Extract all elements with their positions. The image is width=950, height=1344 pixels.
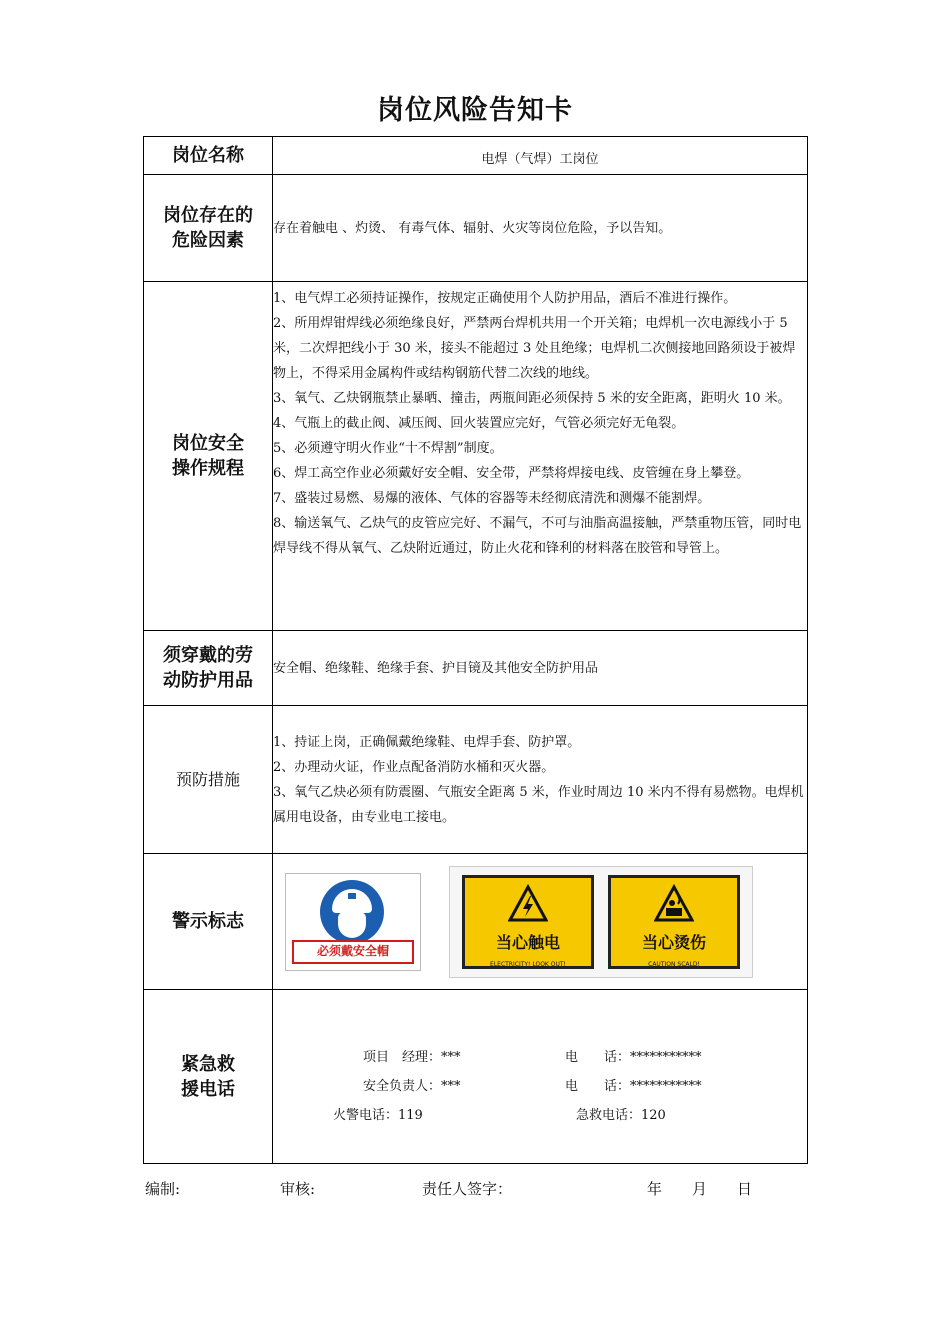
wear-helmet-text: 必须戴安全帽 [292,940,414,964]
post-name-label: 岗位名称 [144,137,273,175]
rules-content [273,282,808,631]
ppe-label [144,631,273,706]
caution-signs-pair [449,866,753,978]
page-title: 岗位风险告知卡 [377,95,573,126]
rules-list [273,286,807,561]
sign-date: 年 月 日 [647,1180,753,1198]
warning-signs [281,866,807,978]
scald-caution-en: CAUTION SCALD! [648,960,700,968]
prevention-list [273,730,807,830]
project-manager: 项目 经理：*** [363,1049,461,1065]
helmet-face-shape [338,912,366,938]
prevention-content [273,706,808,854]
row-emergency [144,990,808,1164]
rule-item: 7、盛装过易燃、易爆的液体、气体的容器等未经彻底清洗和测爆不能割焊。 [273,491,711,506]
prevention-item: 1、持证上岗，正确佩戴绝缘鞋、电焊手套、防护罩。 [273,734,581,750]
rules-label [144,282,273,631]
prevention-item: 3、氧气乙炔必须有防震圈、气瓶安全距离 5 米，作业时周边 10 米内不得有易燃物。电焊机属用电设备，由专业电工接电。 [273,784,804,825]
rule-item: 8、输送氧气、乙炔气的皮管应完好、不漏气，不可与油脂高温接触，严禁重物压管，同时电焊导线不得从氧气、乙炔附近通过，防止火花和锋利的材料落在胶管和导管上。 [273,516,802,556]
rules-label-text: 岗位安全操作规程 [172,433,244,479]
safety-officer: 安全负责人：*** [363,1078,461,1094]
compiled-by: 编制: [145,1180,181,1198]
row-hazards [144,175,808,282]
emergency-label [144,990,273,1164]
prevention-label: 预防措施 [144,706,273,854]
rule-item: 2、所用焊钳焊线必须绝缘良好，严禁两台焊机共用一个开关箱；电焊机一次电源线小于 5 米，二次焊把线小于 30 米，接头不能超过 3 处且绝缘；电焊机二次侧接地回路须设于被焊物上，不得采用金属构件或结构钢筋代替二次线的地线。 [273,316,796,381]
scald-caution-text: 当心烫伤 [641,932,706,952]
emergency-label-text: 紧急救援电话 [181,1053,235,1100]
ppe-value: 安全帽、绝缘鞋、绝缘手套、护目镜及其他安全防护用品 [273,631,808,706]
reviewed-by: 审核: [280,1180,316,1198]
helmet-badge-shape [348,893,356,899]
row-signs [144,854,808,990]
ppe-label-text: 须穿戴的劳动防护用品 [163,645,253,691]
hazards-value: 存在着触电 、灼烫、 有毒气体、辐射、火灾等岗位危险，予以告知。 [273,175,808,282]
row-prevention [144,706,808,854]
hazards-label-text: 岗位存在的危险因素 [163,205,253,251]
electric-caution-en: ELECTRICITY! LOOK OUT! [490,960,566,968]
row-rules [144,282,808,631]
rule-item: 1、电气焊工必须持证操作，按规定正确使用个人防护用品，酒后不准进行操作。 [273,291,737,306]
signature-footer [145,1178,845,1198]
wear-helmet-sign [285,873,421,971]
safety-officer-phone: 电 话：*********** [565,1078,702,1094]
signs-content [273,854,808,990]
rule-item: 6、焊工高空作业必须戴好安全帽、安全带，严禁将焊接电线、皮管缠在身上攀登。 [273,466,750,481]
post-name-value: 电焊（气焊）工岗位 [273,137,808,175]
fire-phone: 火警电话：119 [333,1107,423,1123]
prevention-item: 2、办理动火证，作业点配备消防水桶和灭火器。 [273,759,555,775]
emergency-contacts [273,991,807,1163]
electric-hazard-icon [508,884,548,924]
ambulance-phone: 急救电话：120 [576,1107,666,1123]
electric-caution-text: 当心触电 [495,932,560,952]
risk-card-table [143,136,808,1164]
row-post-name [144,137,808,175]
scald-sign [608,875,740,969]
hazards-label [144,175,273,282]
rule-item: 3、氧气、乙炔钢瓶禁止暴晒、撞击，两瓶间距必须保持 5 米的安全距离，距明火 10 米。 [273,391,791,406]
rule-item: 4、气瓶上的截止阀、减压阀、回火装置应完好，气管必须完好无龟裂。 [273,416,685,431]
row-ppe [144,631,808,706]
project-manager-phone: 电 话：*********** [565,1049,702,1065]
electric-shock-sign [462,875,594,969]
rule-item: 5、必须遵守明火作业“十不焊割”制度。 [273,441,503,456]
emergency-content [273,990,808,1164]
scald-hazard-icon [654,884,694,924]
signs-label: 警示标志 [144,854,273,990]
responsible-signature: 责任人签字： [422,1180,513,1198]
